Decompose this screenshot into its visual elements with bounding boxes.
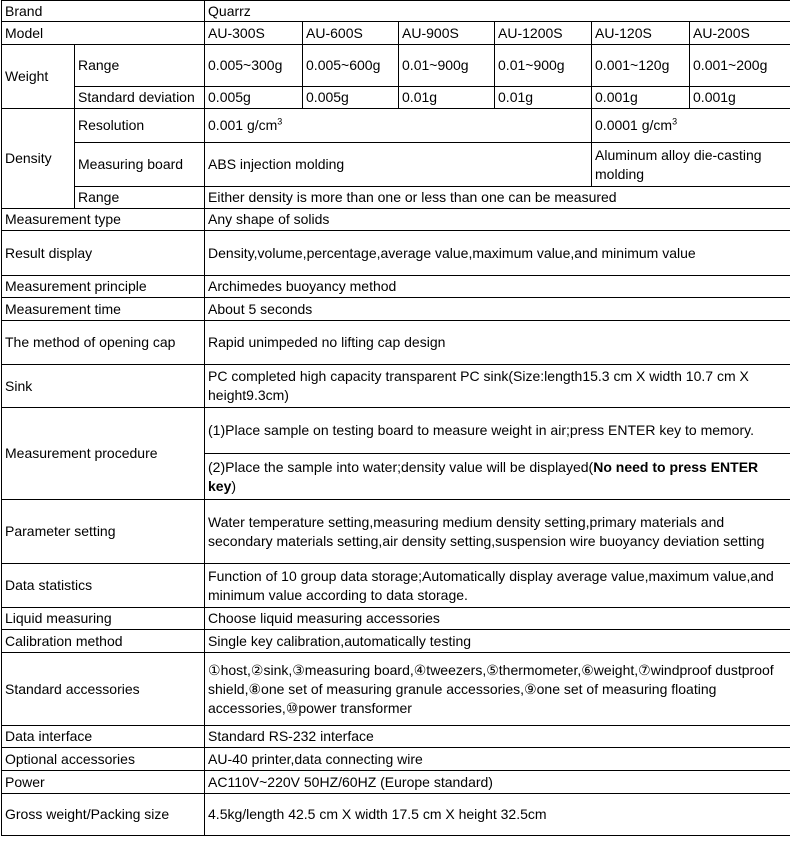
- resolution-b-sup: 3: [672, 116, 678, 127]
- row-measurement-type: [2, 209, 790, 231]
- weight-range-cell: 0.01~900g: [399, 45, 495, 87]
- row-value: Single key calibration,automatically testing: [205, 630, 790, 653]
- row-measurement-principle: [2, 276, 790, 298]
- row-weight-range: [2, 45, 790, 87]
- model-label: Model: [2, 22, 205, 45]
- weight-std-cell: 0.001g: [592, 87, 690, 109]
- row-label: Measurement time: [2, 298, 205, 321]
- row-value: AC110V~220V 50HZ/60HZ (Europe standard): [205, 771, 790, 794]
- row-value: AU-40 printer,data connecting wire: [205, 748, 790, 771]
- row-density-resolution: [2, 109, 790, 143]
- row-label: Data statistics: [2, 564, 205, 608]
- model-cell: AU-900S: [399, 22, 495, 45]
- density-range-value: Either density is more than one or less than one can be measured: [205, 187, 790, 209]
- weight-std-cell: 0.005g: [205, 87, 303, 109]
- step2-text: (2)Place the sample into water;density value will be displayed(: [208, 458, 594, 475]
- row-value: Choose liquid measuring accessories: [205, 608, 790, 630]
- weight-std-label: Standard deviation: [75, 87, 205, 109]
- row-label: Standard accessories: [2, 653, 205, 726]
- density-resolution-label: Resolution: [75, 109, 205, 143]
- weight-label: Weight: [2, 45, 75, 109]
- row-result-display: [2, 231, 790, 276]
- weight-std-cell: 0.001g: [690, 87, 790, 109]
- density-board-a: ABS injection molding: [205, 143, 592, 187]
- procedure-step1: (1)Place sample on testing board to measure weight in air;press ENTER key to memory.: [205, 408, 790, 454]
- row-value: Rapid unimpeded no lifting cap design: [205, 321, 790, 365]
- weight-std-cell: 0.01g: [495, 87, 592, 109]
- weight-range-cell: 0.001~200g: [690, 45, 790, 87]
- procedure-label: Measurement procedure: [2, 408, 205, 500]
- row-opening-cap: [2, 321, 790, 365]
- model-cell: AU-1200S: [495, 22, 592, 45]
- row-density-range: [2, 187, 790, 209]
- weight-std-cell: 0.01g: [399, 87, 495, 109]
- row-label: Parameter setting: [2, 500, 205, 564]
- model-cell: AU-300S: [205, 22, 303, 45]
- row-gross-weight: [2, 794, 790, 836]
- resolution-a-sup: 3: [277, 116, 283, 127]
- density-board-label: Measuring board: [75, 143, 205, 187]
- resolution-a-text: 0.001 g/cm: [208, 117, 278, 133]
- weight-std-cell: 0.005g: [303, 87, 399, 109]
- row-measurement-time: [2, 298, 790, 321]
- weight-range-cell: 0.005~300g: [205, 45, 303, 87]
- row-data-statistics: [2, 564, 790, 608]
- row-value: ①host,②sink,③measuring board,④tweezers,⑤thermometer,⑥weight,⑦windproof dustproof shield,⑧one set of measuring granule accessories,⑨one set of measuring floating accessories,⑩power transformer: [205, 653, 790, 726]
- row-label: Measurement type: [2, 209, 205, 231]
- row-label: Liquid measuring: [2, 608, 205, 630]
- row-label: Power: [2, 771, 205, 794]
- row-calibration: [2, 630, 790, 653]
- resolution-b-text: 0.0001 g/cm: [595, 117, 673, 133]
- spec-table: [1, 0, 790, 836]
- model-cell: AU-600S: [303, 22, 399, 45]
- row-sink: [2, 365, 790, 408]
- row-value: Water temperature setting,measuring medium density setting,primary materials and secondary materials setting,air density setting,suspension wire buoyancy deviation setting: [205, 500, 790, 564]
- row-value: Any shape of solids: [205, 209, 790, 231]
- row-weight-std: [2, 87, 790, 109]
- row-optional-accessories: [2, 748, 790, 771]
- model-cell: AU-120S: [592, 22, 690, 45]
- row-density-board: [2, 143, 790, 187]
- row-value: Function of 10 group data storage;Automatically display average value,maximum value,and minimum value according to data storage.: [205, 564, 790, 608]
- step2-end: ): [231, 477, 237, 494]
- procedure-step2: [205, 454, 790, 500]
- density-range-label: Range: [75, 187, 205, 209]
- row-procedure-step1: [2, 408, 790, 454]
- row-brand: [2, 1, 790, 22]
- row-label: Calibration method: [2, 630, 205, 653]
- density-board-b: Aluminum alloy die-casting molding: [592, 143, 790, 187]
- weight-range-cell: 0.005~600g: [303, 45, 399, 87]
- weight-range-cell: 0.001~120g: [592, 45, 690, 87]
- density-resolution-b: [592, 109, 790, 143]
- step2-bold: No need to press ENTER key: [208, 458, 759, 494]
- row-label: The method of opening cap: [2, 321, 205, 365]
- row-value: Standard RS-232 interface: [205, 726, 790, 748]
- row-label: Result display: [2, 231, 205, 276]
- weight-range-cell: 0.01~900g: [495, 45, 592, 87]
- density-resolution-a: [205, 109, 592, 143]
- row-liquid-measuring: [2, 608, 790, 630]
- row-value: Density,volume,percentage,average value,maximum value,and minimum value: [205, 231, 790, 276]
- row-standard-accessories: [2, 653, 790, 726]
- row-power: [2, 771, 790, 794]
- row-label: Sink: [2, 365, 205, 408]
- row-model: [2, 22, 790, 45]
- row-data-interface: [2, 726, 790, 748]
- row-value: Archimedes buoyancy method: [205, 276, 790, 298]
- brand-value: Quarrz: [205, 1, 790, 22]
- row-value: 4.5kg/length 42.5 cm X width 17.5 cm X height 32.5cm: [205, 794, 790, 836]
- row-label: Measurement principle: [2, 276, 205, 298]
- row-label: Data interface: [2, 726, 205, 748]
- weight-range-label: Range: [75, 45, 205, 87]
- brand-label: Brand: [2, 1, 205, 22]
- row-value: About 5 seconds: [205, 298, 790, 321]
- density-label: Density: [2, 109, 75, 209]
- row-parameter-setting: [2, 500, 790, 564]
- row-label: Gross weight/Packing size: [2, 794, 205, 836]
- row-value: PC completed high capacity transparent PC sink(Size:length15.3 cm X width 10.7 cm X height9.3cm): [205, 365, 790, 408]
- row-label: Optional accessories: [2, 748, 205, 771]
- model-cell: AU-200S: [690, 22, 790, 45]
